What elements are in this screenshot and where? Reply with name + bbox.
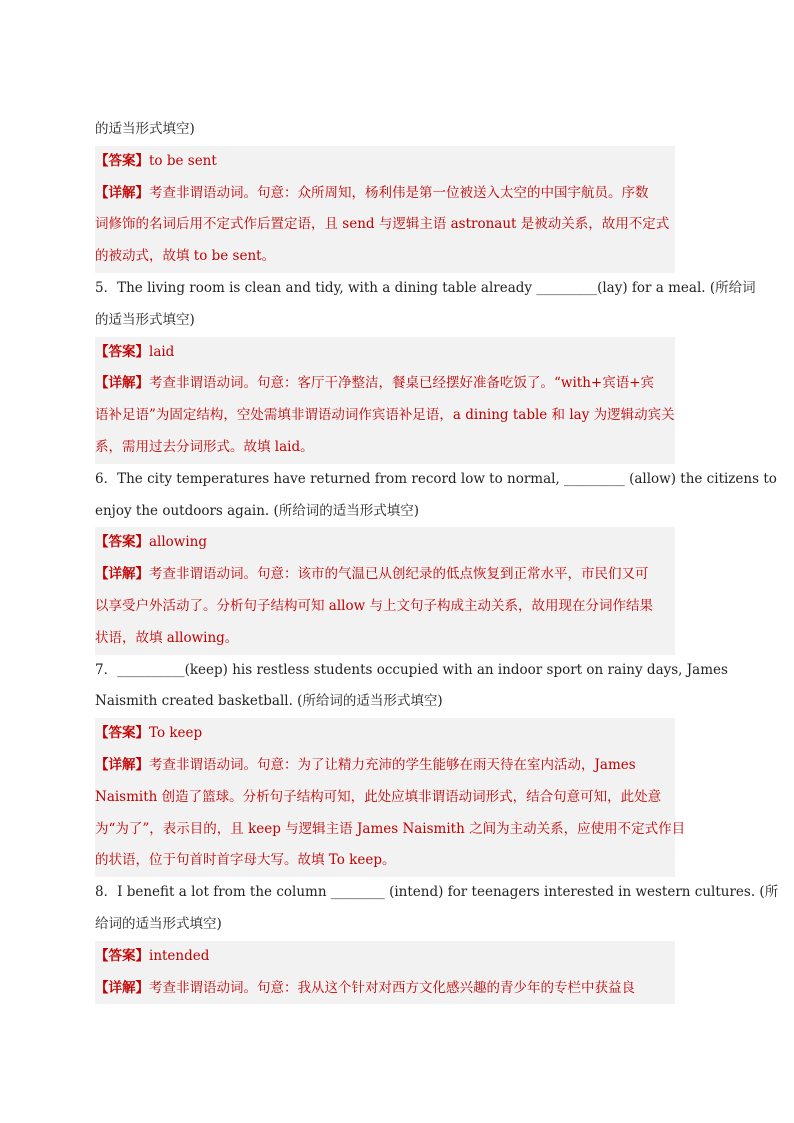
detail-text: Naismith 创造了篮球。分析句子结构可知，此处应填非谓语动词形式，结合句意可知，此处意 [95,788,662,805]
question-line: 6．The city temperatures have returned from record low to normal, _________ (allow) the citizens to [95,470,777,487]
detail-line [95,845,675,877]
answer-text: To keep [149,725,203,742]
detail-tag: 【详解】 [95,756,149,773]
answer-tag: 【答案】 [95,534,149,551]
detail-line [95,241,675,273]
detail-text: 为“为了”，表示目的，且 keep 与逻辑主语 James Naismith 之间为主动关系，应使用不定式作目 [95,820,686,837]
detail-text: 的状语，位于句首时首字母大写。故填 To keep。 [95,852,396,869]
answer-text: intended [149,947,210,964]
detail-text: 考查非谓语动词。句意：为了让精力充沛的学生能够在雨天待在室内活动，James [149,756,636,773]
answer-tag: 【答案】 [95,343,149,360]
answer-line [95,337,675,369]
detail-tag: 【详解】 [95,184,149,201]
detail-line [95,782,675,814]
answer-tag: 【答案】 [95,152,149,169]
detail-text: 考查非谓语动词。句意：该市的气温已从创纪录的低点恢复到正常水平，市民们又可 [149,566,649,583]
detail-line [95,750,675,782]
detail-text: 语补足语”为固定结构，空处需填非谓语动词作宾语补足语，a dining table 和 lay 为逻辑动宾关 [95,407,675,424]
detail-text: 考查非谓语动词。句意：客厅干净整洁，餐桌已经摆好准备吃饭了。“with+宾语+宾 [149,375,655,392]
question-line: enjoy the outdoors again. (所给词的适当形式填空) [95,502,419,519]
detail-text: 系，需用过去分词形式。故填 laid。 [95,438,314,455]
answer-text: allowing [149,534,208,551]
detail-text: 状语，故填 allowing。 [95,629,239,646]
question-line: 的适当形式填空) [95,311,195,328]
answer-line [95,941,675,973]
text-line: 的适当形式填空) [95,121,195,137]
detail-line [95,178,675,210]
detail-text: 以享受户外活动了。分析句子结构可知 allow 与上文句子构成主动关系，故用现在分词作结果 [95,597,653,614]
detail-line [95,368,675,400]
answer-line [95,718,675,750]
detail-text: 考查非谓语动词。句意：我从这个针对对西方文化感兴趣的青少年的专栏中获益良 [149,979,635,996]
question-line: 给词的适当形式填空) [95,915,222,932]
detail-line [95,209,675,241]
detail-tag: 【详解】 [95,375,149,392]
detail-line [95,973,675,1005]
detail-line [95,814,686,846]
answer-line [95,146,675,178]
detail-line [95,559,675,591]
detail-line [95,400,675,432]
detail-text: 的被动式，故填 to be sent。 [95,248,276,265]
detail-line [95,623,675,655]
question-line: 8．I benefit a lot from the column ________ (intend) for teenagers interested in western cultures. (所 [95,884,779,901]
detail-text: 考查非谓语动词。句意：众所周知，杨利伟是第一位被送入太空的中国宇航员。序数 [149,184,649,201]
answer-text: laid [149,343,175,360]
document-content [95,114,779,1004]
question-line: 5．The living room is clean and tidy, with a dining table already _________(lay) for a meal. (所给词 [95,279,756,296]
question-line: 7．__________(keep) his restless students occupied with an indoor sport on rainy days, James [95,661,728,678]
answer-tag: 【答案】 [95,947,149,964]
answer-line [95,527,675,559]
question-line: Naismith created basketball. (所给词的适当形式填空) [95,693,443,710]
detail-tag: 【详解】 [95,566,149,583]
detail-line [95,591,675,623]
detail-line [95,432,675,464]
answer-text: to be sent [149,152,217,169]
answer-tag: 【答案】 [95,725,149,742]
detail-tag: 【详解】 [95,979,149,996]
detail-text: 词修饰的名词后用不定式作后置定语，且 send 与逻辑主语 astronaut 是被动关系，故用不定式 [95,216,670,233]
